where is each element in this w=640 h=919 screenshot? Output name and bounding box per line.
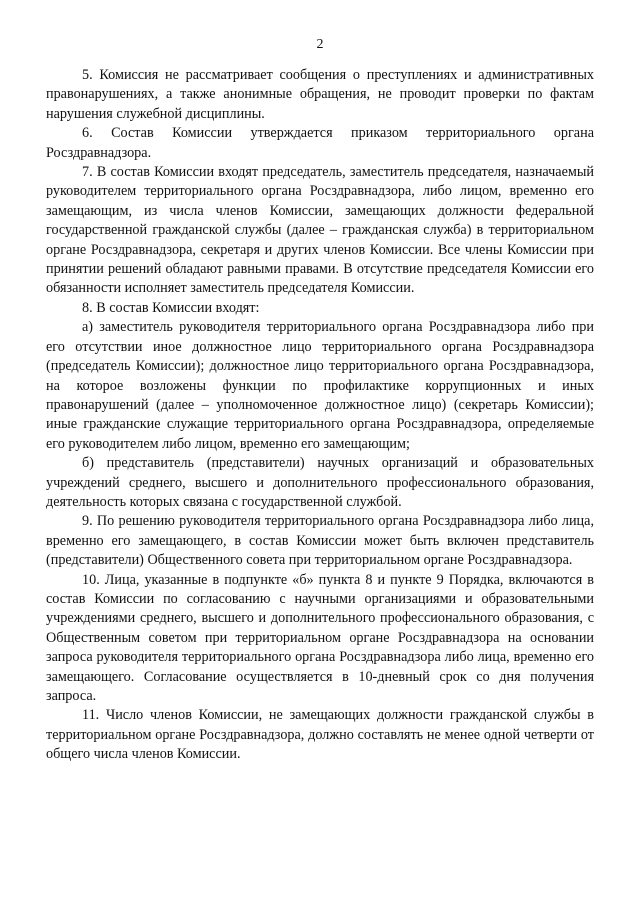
paragraph-7: 7. В состав Комиссии входят председатель, заместитель председателя, назначаемый руководителем территориального органа Росздравнадзора, либо лицом, временно его замещающим, из числа членов Комиссии, замещающих должности федеральной государственной гражданской службы (далее – гражданская служба) в территориальном органе Росздравнадзора, секретаря и других членов Комиссии. Все члены Комиссии при принятии решений обладают равными правами. В отсутствие председателя Комиссии его обязанности исполняет заместитель председателя Комиссии. [46,164,594,297]
paragraph-11: 11. Число членов Комиссии, не замещающих должности гражданской службы в территориальном органе Росздравнадзора, должно составлять не менее одной четверти от общего числа членов Комиссии. [46,707,594,763]
paragraph-8: 8. В состав Комиссии входят: [82,299,260,316]
paragraph-8a: а) заместитель руководителя территориального органа Росздравнадзора либо при его отсутствии иное должностное лицо территориального органа Росздравнадзора (председатель Комиссии); должностное лицо территориального органа Росздравнадзора, на которое возложены функции по профилактике коррупционных и иных правонарушений (далее – уполномоченное должностное лицо) (секретарь Комиссии); иные гражданские служащие территориального органа Росздравнадзора, определяемые его руководителем либо лицом, временно его замещающим; [46,319,594,452]
paragraph-6: 6. Состав Комиссии утверждается приказом территориального органа Росздравнадзора. [46,125,594,161]
paragraph-8b: б) представитель (представители) научных организаций и образовательных учреждений среднего, высшего и дополнительного профессионального образования, деятельность которых связана с государственной службой. [46,455,594,510]
paragraph-9: 9. По решению руководителя территориального органа Росздравнадзора либо лица, временно его замещающего, в состав Комиссии может быть включен представитель (представители) Общественного совета при территориальном органе Росздравнадзора. [46,513,594,569]
paragraph-10: 10. Лица, указанные в подпункте «б» пункта 8 и пункте 9 Порядка, включаются в состав Комиссии по согласованию с научными организациями и образовательными учреждениями среднего, высшего и дополнительного профессионального образования, с Общественным советом при территориальном органе Росздравнадзора на основании запроса руководителя территориального органа Росздравнадзора либо лица, временно его замещающего. Согласование осуществляется в 10-дневный срок со дня получения запроса. [46,571,594,704]
paragraph-5: 5. Комиссия не рассматривает сообщения о преступлениях и административных правонарушениях, а также анонимные обращения, не проводит проверки по фактам нарушения служебной дисциплины. [46,67,594,122]
document-body [46,66,594,765]
page-number: 2 [316,37,324,52]
